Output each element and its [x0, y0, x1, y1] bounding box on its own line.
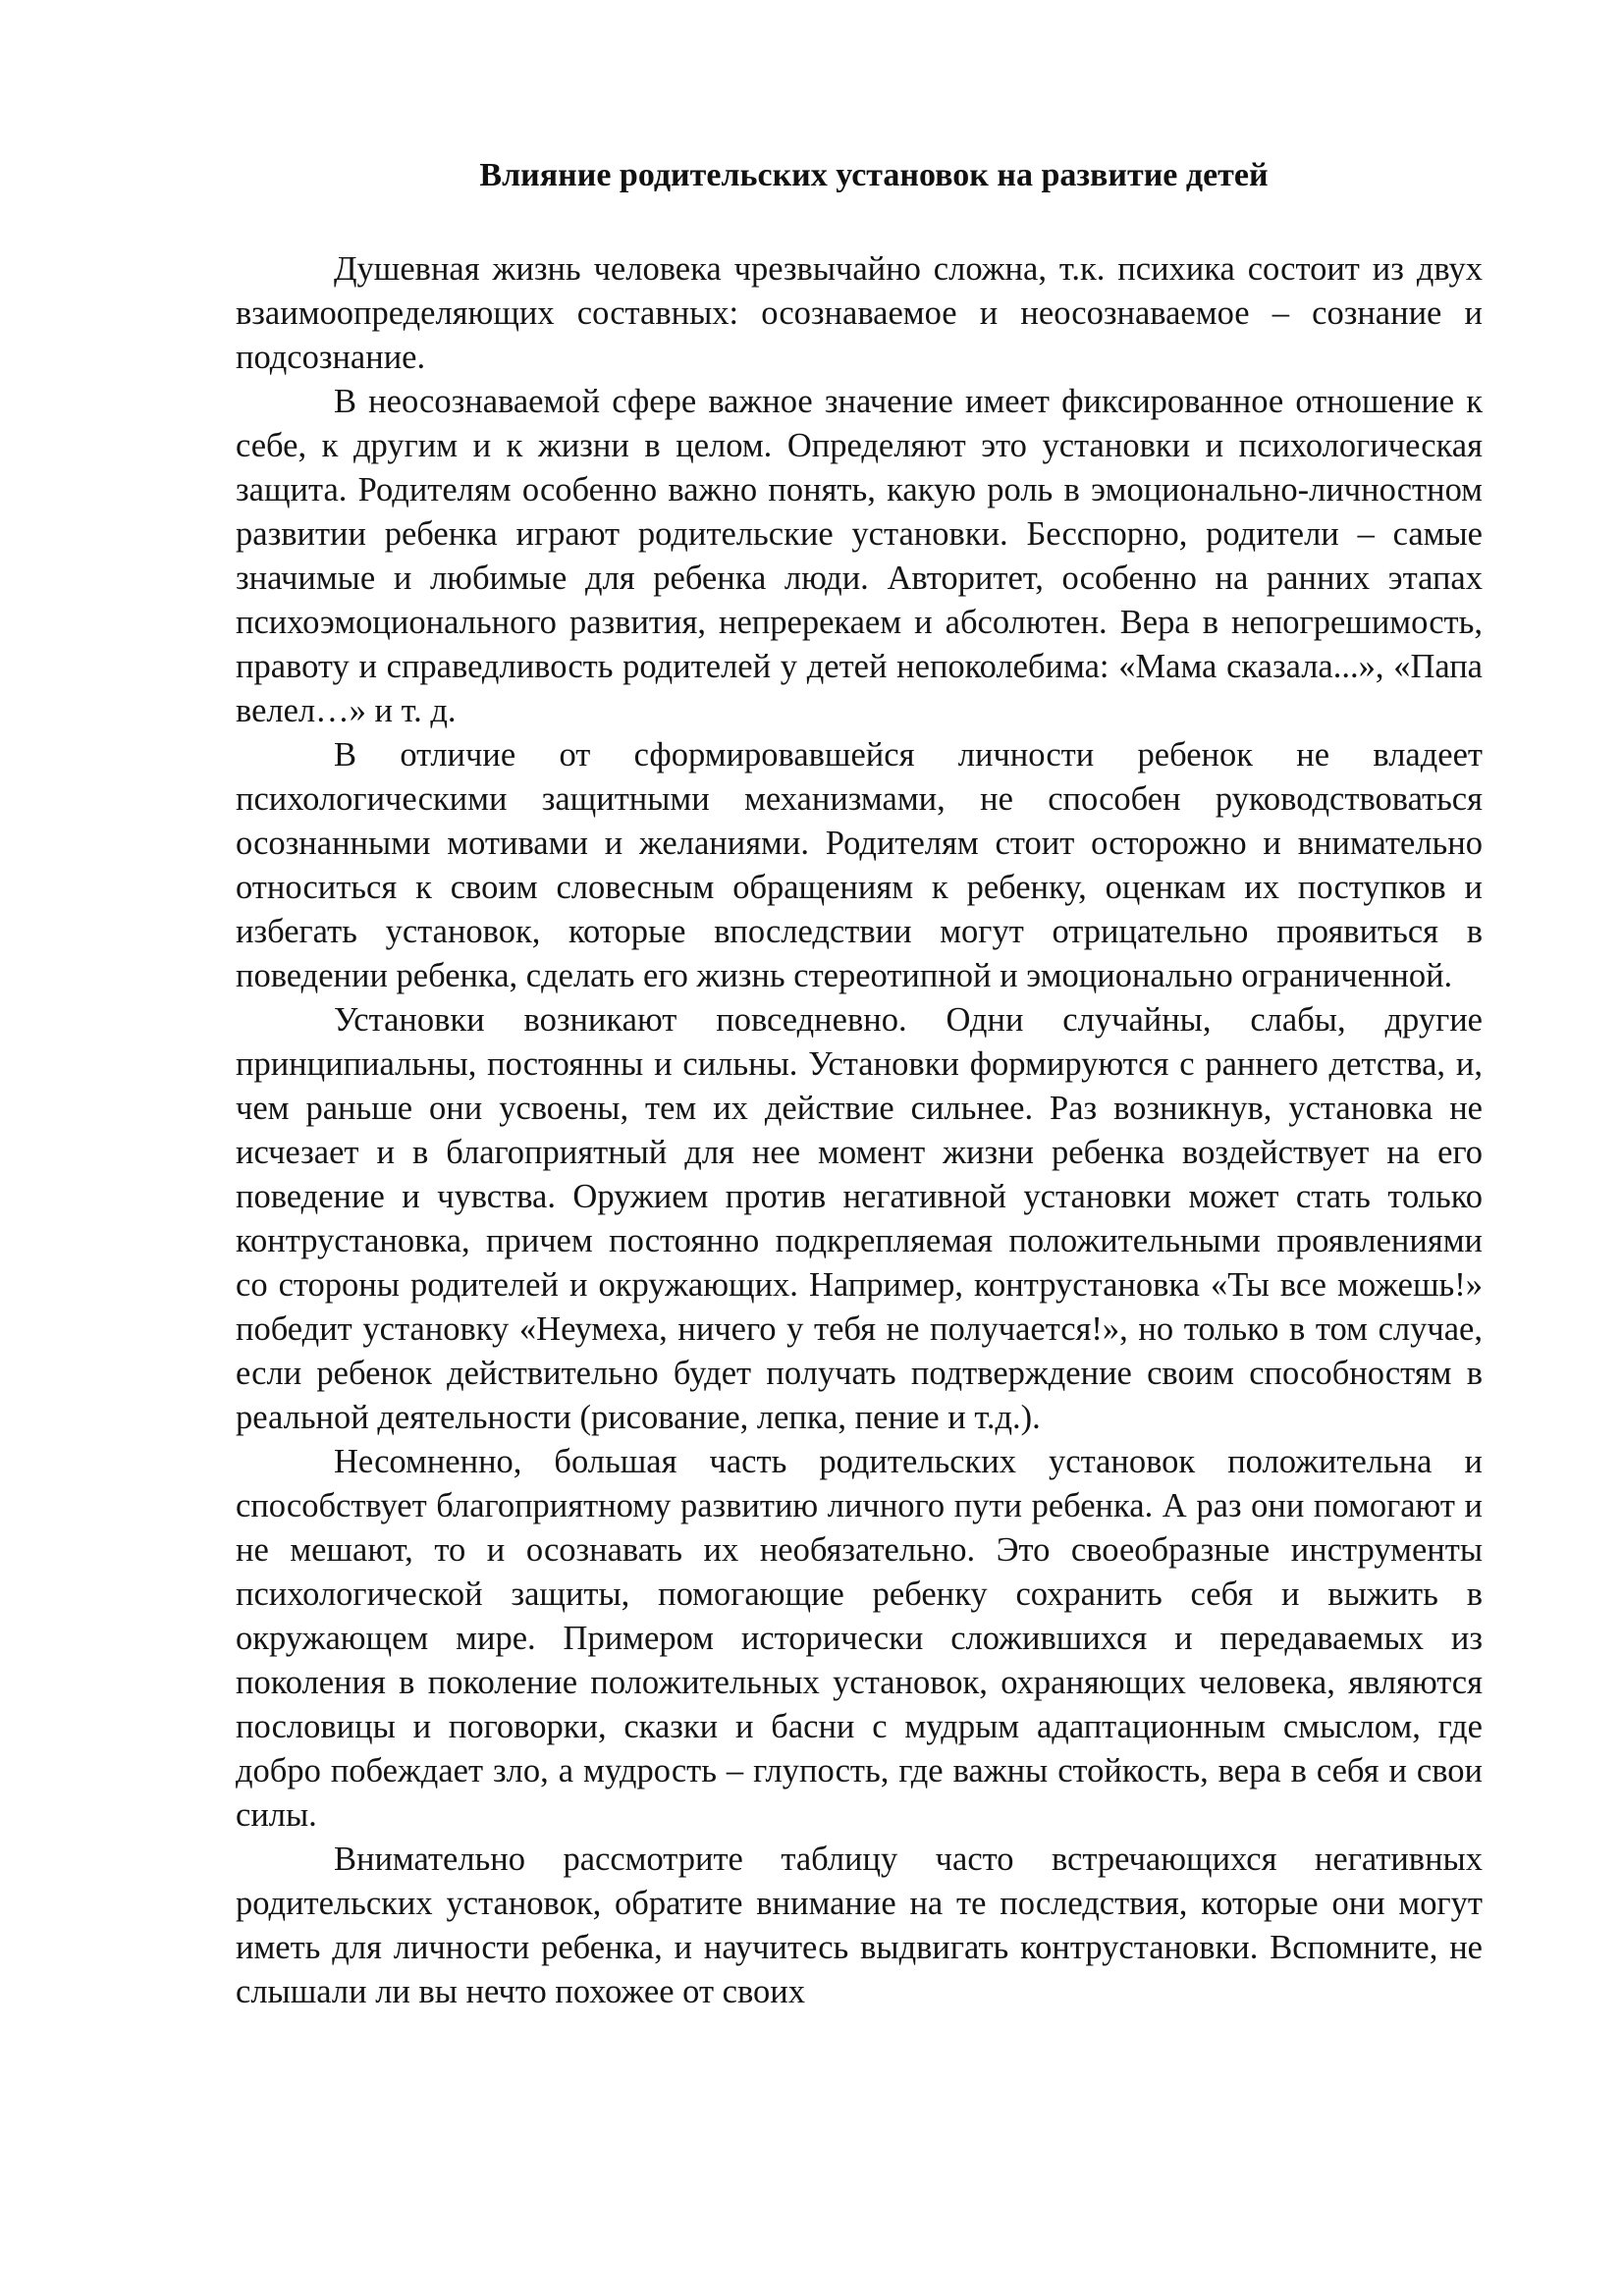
- paragraph-table-intro: Внимательно рассмотрите таблицу часто встречающихся негативных родительских установок, обратите внимание на те последствия, которые они могут иметь для личности ребенка, и научитесь выдвигать контрустановки. Вспомните, не слышали ли вы нечто похожее от своих: [236, 1841, 1483, 2010]
- paragraph-unconscious-sphere: В неосознаваемой сфере важное значение имеет фиксированное отношение к себе, к другим и к жизни в целом. Определяют это установки и психологическая защита. Родителям особенно важно понять, какую роль в эмоционально-личностном развитии ребенка играют родительские установки. Бесспорно, родители – самые значимые и любимые для ребенка люди. Авторитет, особенно на ранних этапах психоэмоционального развития, непререкаем и абсолютен. Вера в непогрешимость, правоту и справедливость родителей у детей непоколебима: «Мама сказала...», «Папа велел…» и т. д.: [236, 383, 1483, 729]
- document-body: [236, 247, 1483, 2014]
- paragraph-consciousness: Душевная жизнь человека чрезвычайно сложна, т.к. психика состоит из двух взаимоопределяющих составных: осознаваемое и неосознаваемое – сознание и подсознание.: [236, 250, 1483, 376]
- paragraph-attitudes-formation: Установки возникают повседневно. Одни случайны, слабы, другие принципиальны, постоянны и сильны. Установки формируются с раннего детства, и, чем раньше они усвоены, тем их действие сильнее. Раз возникнув, установка не исчезает и в благоприятный для нее момент жизни ребенка воздействует на его поведение и чувства. Оружием против негативной установки может стать только контрустановка, причем постоянно подкрепляемая положительными проявлениями со стороны родителей и окружающих. Например, контрустановка «Ты все можешь!» победит установку «Неумеха, ничего у тебя не получается!», но только в том случае, если ребенок действительно будет получать подтверждение своим способностям в реальной деятельности (рисование, лепка, пение и т.д.).: [236, 1001, 1483, 1436]
- document-title: Влияние родительских установок на развитие детей: [479, 157, 1269, 193]
- paragraph-child-defense: В отличие от сформировавшейся личности ребенок не владеет психологическими защитными механизмами, не способен руководствоваться осознанными мотивами и желаниями. Родителям стоит осторожно и внимательно относиться к своим словесным обращениям к ребенку, оценкам их поступков и избегать установок, которые впоследствии могут отрицательно проявиться в поведении ребенка, сделать его жизнь стереотипной и эмоционально ограниченной.: [236, 736, 1483, 994]
- paragraph-positive-attitudes: Несомненно, большая часть родительских установок положительна и способствует благоприятному развитию личного пути ребенка. А раз они помогают и не мешают, то и осознавать их необязательно. Это своеобразные инструменты психологической защиты, помогающие ребенку сохранить себя и выжить в окружающем мире. Примером исторически сложившихся и передаваемых из поколения в поколение положительных установок, охраняющих человека, являются пословицы и поговорки, сказки и басни с мудрым адаптационным смыслом, где добро побеждает зло, а мудрость – глупость, где важны стойкость, вера в себя и свои силы.: [236, 1443, 1483, 1834]
